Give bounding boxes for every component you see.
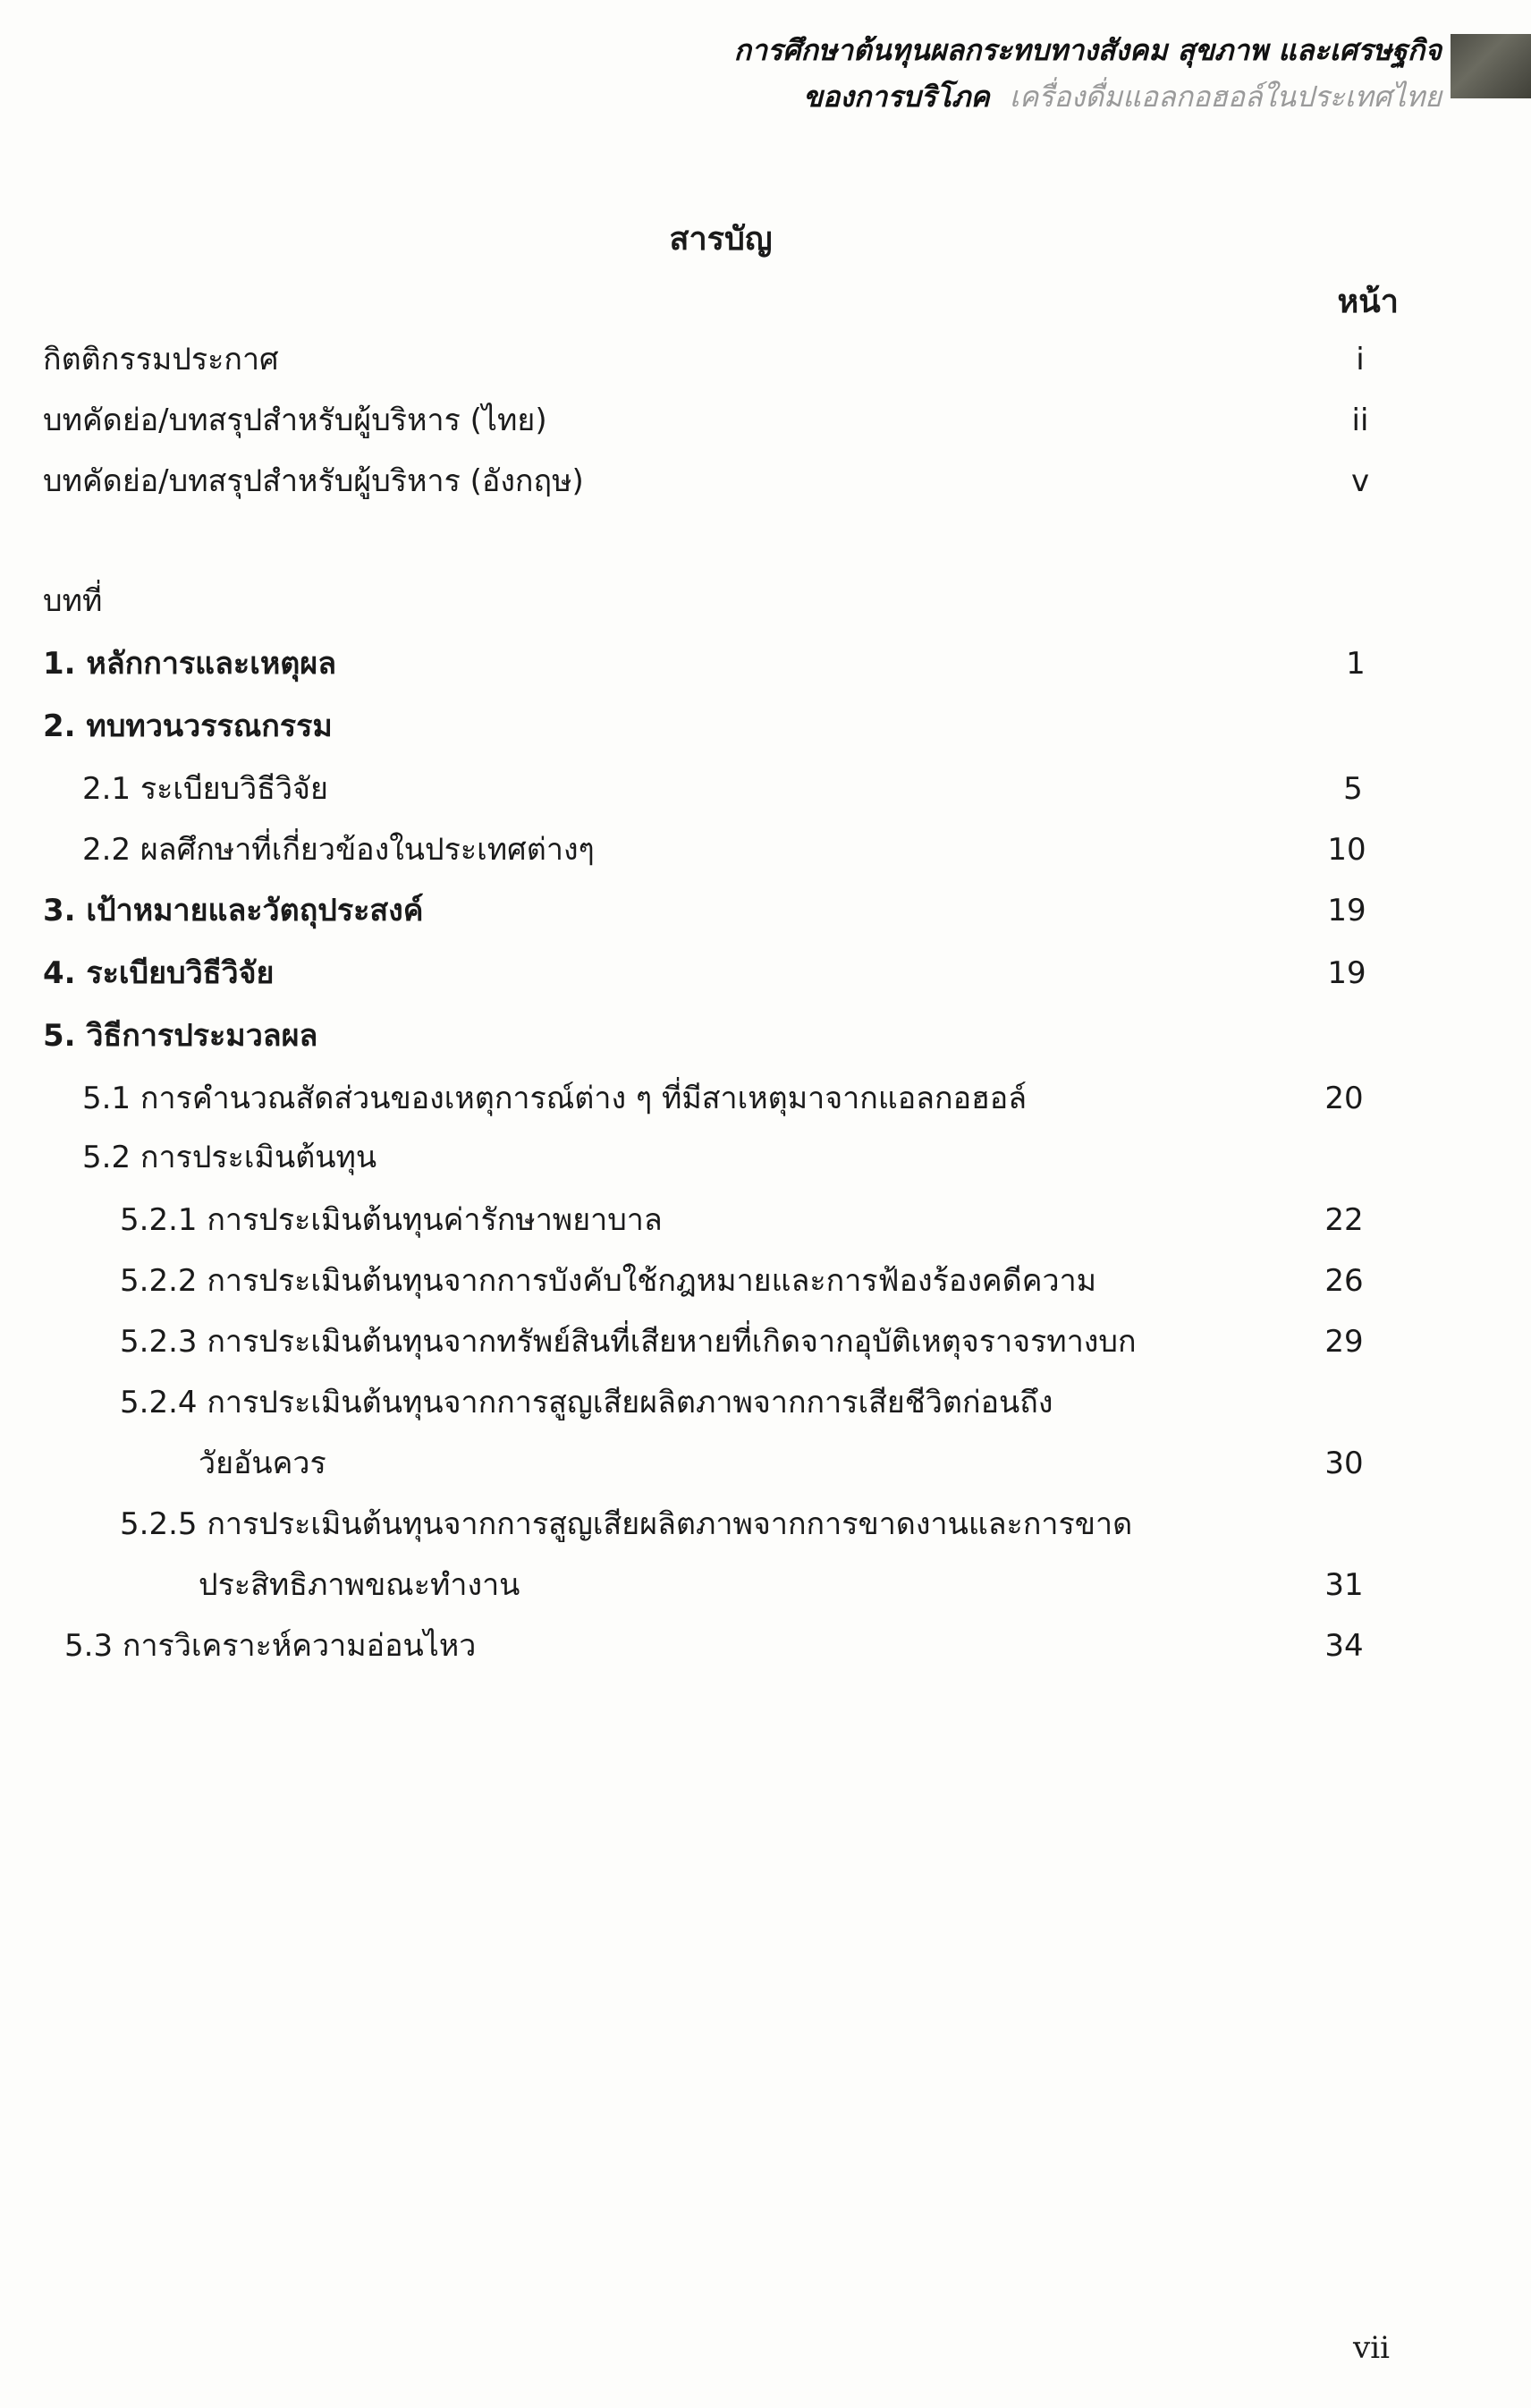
toc-entry (0, 948, 1531, 1002)
toc-entry-label: 5.2.4 การประเมินต้นทุนจากการสูญเสียผลิตภาพจากการเสียชีวิตก่อนถึง (120, 1385, 1053, 1420)
toc-entry-page: ii (1351, 403, 1369, 438)
toc-entry (0, 825, 1531, 878)
toc-entry-page: 34 (1324, 1628, 1364, 1664)
toc-entry-page: 20 (1324, 1081, 1364, 1116)
toc-entry-page: 10 (1327, 832, 1366, 868)
toc-entry-label: 3. เป้าหมายและวัตถุประสงค์ (43, 893, 424, 928)
toc-entry-label: 2.2 ผลศึกษาที่เกี่ยวข้องในประเทศต่างๆ (82, 832, 595, 868)
toc-entry (0, 1621, 1531, 1675)
toc-entry (0, 886, 1531, 939)
toc-entry-label: ประสิทธิภาพขณะทำงาน (199, 1567, 520, 1603)
toc-entry-label: 2. ทบทวนวรรณกรรม (43, 708, 333, 744)
toc-entry (0, 1378, 1531, 1431)
toc-entry (0, 1132, 1531, 1186)
running-header-line2-main: ของการบริโภค (803, 80, 990, 114)
toc-entry (0, 1499, 1531, 1553)
toc-entry-label: 5.3 การวิเคราะห์ความอ่อนไหว (64, 1628, 477, 1664)
toc-entry (0, 395, 1531, 449)
toc-entry-page: 5 (1343, 771, 1363, 807)
toc-entry (0, 639, 1531, 692)
toc-entry-label: 5.2.1 การประเมินต้นทุนค่ารักษาพยาบาล (120, 1202, 663, 1238)
running-header (734, 27, 1442, 120)
toc-entry-label: 5.1 การคำนวณสัดส่วนของเหตุการณ์ต่าง ๆ ที่มีสาเหตุมาจากแอลกอฮอล์ (82, 1081, 1028, 1116)
toc-entry-label: 5.2.5 การประเมินต้นทุนจากการสูญเสียผลิตภาพจากการขาดงานและการขาด (120, 1506, 1133, 1542)
toc-entry-label: 4. ระเบียบวิธีวิจัย (43, 955, 275, 991)
toc-entry-label: กิตติกรรมประกาศ (43, 342, 279, 377)
toc-chapter-heading (0, 576, 1531, 630)
toc-title: สารบัญ (669, 221, 773, 258)
toc-entry (0, 1317, 1531, 1370)
toc-entry (0, 456, 1531, 510)
header-decoration-block (1451, 34, 1531, 98)
page-column-label: หน้า (1337, 284, 1399, 320)
toc-entry-label: 5. วิธีการประมวลผล (43, 1018, 318, 1054)
toc-entry-label: 5.2 การประเมินต้นทุน (82, 1140, 377, 1175)
toc-entry-label: 5.2.2 การประเมินต้นทุนจากการบังคับใช้กฎหมายและการฟ้องร้องคดีความ (120, 1263, 1097, 1299)
toc-entry-label: 2.1 ระเบียบวิธีวิจัย (82, 771, 328, 807)
toc-entry-continuation (0, 1438, 1531, 1492)
toc-entry-label: 1. หลักการและเหตุผล (43, 646, 337, 682)
toc-entry-page: v (1350, 463, 1370, 499)
toc-entry (0, 1256, 1531, 1310)
toc-entry-label: บทที่ (43, 583, 103, 619)
toc-entry-page: 1 (1346, 646, 1366, 682)
toc-entry-page: 29 (1324, 1324, 1364, 1360)
running-header-line1: การศึกษาต้นทุนผลกระทบทางสังคม สุขภาพ และเศรษฐกิจ (733, 33, 1442, 67)
toc-entry-continuation (0, 1560, 1531, 1614)
toc-entry-label: 5.2.3 การประเมินต้นทุนจากทรัพย์สินที่เสียหายที่เกิดจากอุบัติเหตุจราจรทางบก (120, 1324, 1137, 1360)
toc-entry-page: 22 (1324, 1202, 1364, 1238)
toc-entry-page: 19 (1327, 955, 1366, 991)
toc-entry (0, 764, 1531, 818)
toc-entry-page: 31 (1324, 1567, 1364, 1603)
toc-entry-page: i (1356, 342, 1365, 377)
toc-entry-label: วัยอันควร (199, 1446, 326, 1481)
toc-entry (0, 701, 1531, 755)
toc-entry-page: 30 (1324, 1446, 1364, 1481)
toc-entry-page: 26 (1324, 1263, 1364, 1299)
toc-entry (0, 1195, 1531, 1249)
toc-entry (0, 1011, 1531, 1064)
page-number: vii (1353, 2330, 1390, 2366)
toc-entry (0, 1073, 1531, 1127)
running-header-line2-sub: เครื่องดื่มแอลกอฮอล์ในประเทศไทย (1009, 80, 1442, 114)
toc-entry-label: บทคัดย่อ/บทสรุปสำหรับผู้บริหาร (อังกฤษ) (43, 463, 584, 499)
toc-entry (0, 335, 1531, 388)
toc-entry-label: บทคัดย่อ/บทสรุปสำหรับผู้บริหาร (ไทย) (43, 403, 547, 438)
toc-entry-page: 19 (1327, 893, 1366, 928)
